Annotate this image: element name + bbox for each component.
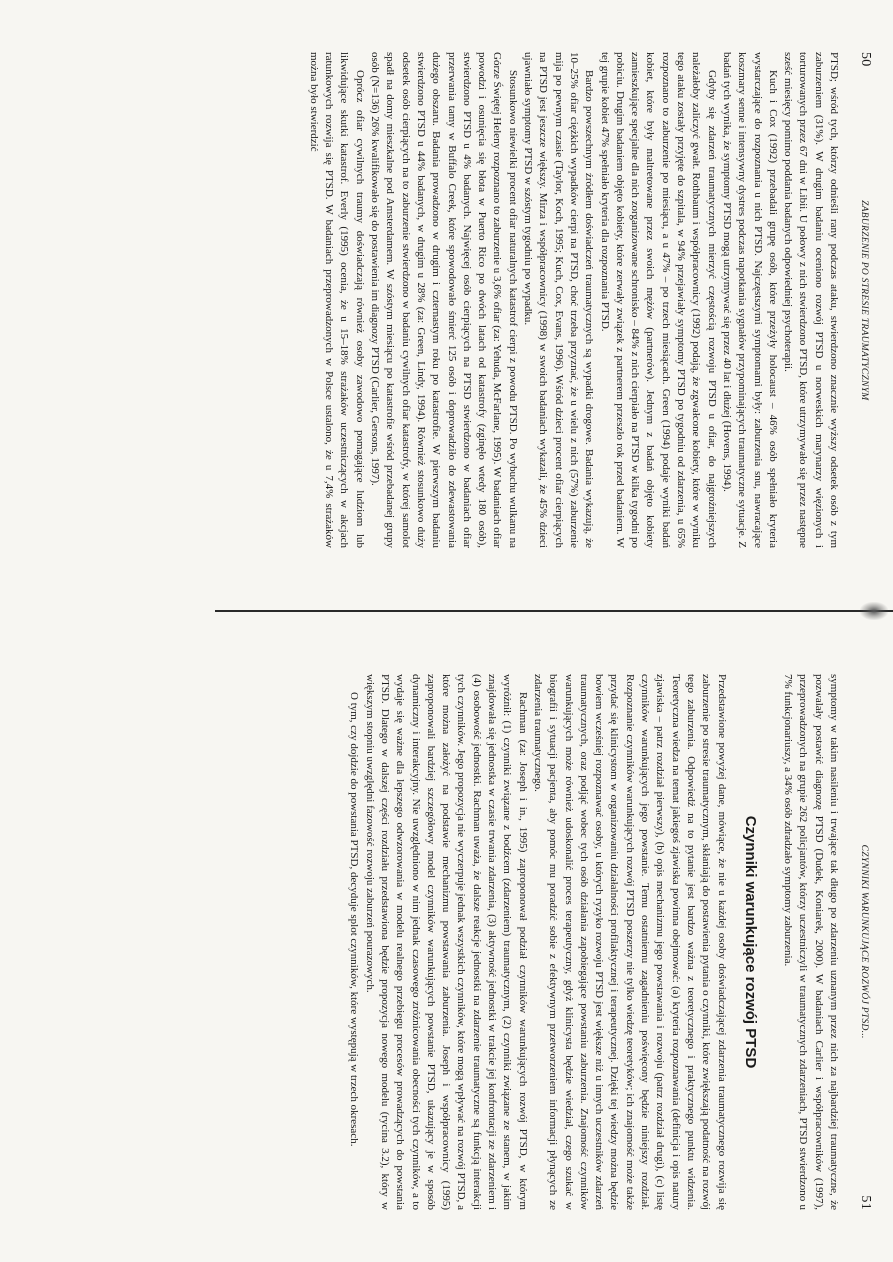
page-51 — [0, 622, 893, 1262]
paragraph: Bardzo powszechnym źródłem doświadczeń traumatycznych są wypadki drogowe. Badania wykazują, że 10–25% ofiar ciężkich wypadków cierpi na PTSD, choć trzeba przyznać, że u wielu z nich (57%) zaburzenie mija po pewnym czasie (Taylor, Koch, 1995; Kuch, Cox, Evans, 1996). Wśród dzieci procent ofiar cierpiących na PTSD jest jeszcze większy. Mirza i współpracownicy (1998) w swoich badaniach wykazali, że 45% dzieci ujawniało symptomy PTSD w szóstym tygodniu po wypadku. — [522, 52, 596, 548]
page-gutter — [0, 600, 893, 622]
paragraph: Stosunkowo niewielki procent ofiar naturalnych katastrof cierpi z powodu PTSD. Po wybuchu wulkanu na Górze Świętej Heleny rozpoznano to zaburzenie u 3,6% ofiar (za: Yehuda, McFarlane, 1995). W badaniach ofiar powodzi i osunięcia się błota w Puerto Rico po dwóch latach od katastrofy (zginęło wtedy 180 osób), stwierdzono PTSD u 4% badanych. Najwięcej osób cierpiących na PTSD stwierdzono w badaniach ofiar przerwania tamy w Buffalo Creek, które spowodowało śmierć 125 osób i doprowadziło do zdewastowania dużego obszaru. Badania prowadzono w drugim i czternastym roku po katastrofie. W pierwszym badaniu stwierdzono PTSD u 44% badanych, w drugim u 28% (za: Green, Lindy, 1994). Również stosunkowo duży odsetek osób cierpiących na to zaburzenie stwierdzono w badaniu cywilnych ofiar katastrofy, w której samolot spadł na domy mieszkalne pod Amsterdamem. W szóstym miesiącu po katastrofie wśród przebadanej grupy osób (N=136) 26% kwalifikowało się do postawienia im diagnozy PTSD (Carlier, Gersons, 1997). — [369, 52, 519, 548]
page-body — [306, 52, 841, 548]
paragraph: Przedstawione powyżej dane, mówiące, że nie u każdej osoby doświadczającej zdarzenia traumatycznego rozwija się zaburzenie po stresie traumatycznym, skłaniają do postawienia pytania o czynniki, które zwiększają podatność na rozwój tego zaburzenia. Odpowiedź na to pytanie jest bardzo ważna z teoretycznego i praktycznego punktu widzenia. Teoretyczna wiedza na temat jakiegoś zjawiska powinna obejmować: (a) kryteria rozpoznawania (definicja i opis natury zjawiska – patrz rozdział pierwszy), (b) opis mechanizmu jego powstawania i rozwoju (patrz rozdział drugi), (c) listę czynników warunkujących jego powstanie. Temu ostatniemu zagadnieniu poświęcony będzie niniejszy rozdział. Rozpoznanie czynników warunkujących rozwój PTSD poszerzy nie tylko wiedzę teoretyków; ich znajomość może także przydać się klinicystom w organizowaniu działalności profilaktycznej i terapeutycznej. Dzięki tej wiedzy można będzie bowiem wcześniej rozpoznawać osoby, u których ryzyko rozwoju PTSD jest większe niż u innych uczestników zdarzeń traumatycznych, oraz podjąć wobec tych osób działania zapobiegające powstaniu zaburzenia. Znajomość czynników warunkujących może również udoskonalić proces terapeutyczny, gdyż klinicysta będzie wiedział, czego szukać w biografii i sytuacji pacjenta, aby pomóc mu poradzić sobie z efektywnym przetworzeniem informacji płynących ze zdarzenia traumatycznego. — [531, 674, 728, 1210]
top-page-region — [0, 0, 893, 600]
bottom-page-region — [0, 622, 893, 1262]
page-header — [849, 52, 873, 548]
page-header — [849, 674, 873, 1210]
page-50 — [0, 0, 893, 600]
running-head: ZABURZENIE PO STRESIE TRAUMATYCZNYM — [859, 200, 869, 401]
gutter-divider — [215, 610, 893, 612]
paragraph: Gdyby się zdarzeń traumatycznych mierzyć częstością rozwoju PTSD u ofiar, do najgroźniejszych należałoby zaliczyć gwałt. Rothbaum i współpracownicy (1992) podają, że zgwałcone kobiety, które w wyniku tego ataku zostały przyjęte do szpitala, w 94% przejawiały symptomy PTSD po tygodniu od zdarzenia, u 65% rozpoznano to zaburzenie po miesiącu, a u 47% – po trzech miesiącach. Green (1994) podaje wyniki badań kobiet, które były maltretowane przez swoich mężów (partnerów). Jednym z badań objęto kobiety zamieszkujące specjalne dla nich zorganizowane schronisko – 84% z nich cierpiało na PTSD w kilka tygodni po pobiciu. Drugim badaniem objęto kobiety, które zerwały związek z partnerem przeszło rok przed badaniem. W tej grupie kobiet 47% spełniało kryteria dla rozpoznania PTSD. — [598, 52, 718, 548]
paragraph: symptomy w takim nasileniu i trwające tak długo po zdarzeniu uznanym przez nich za najbardziej traumatyczne, że pozwalały postawić diagnozę PTSD (Dudek, Koniarek, 2000). W badaniach Carlier i współpracowników (1997), przeprowadzonych na grupie 262 policjantów, którzy uczestniczyli w traumatycznych zdarzeniach, PTSD stwierdzono u 7% funkcjonariuszy, a 34% osób zdradzało symptomy zaburzenia. — [782, 674, 840, 1210]
paragraph: Kuch i Cox (1992) przebadali grupę osób, które przeżyły holocaust – 46% osób spełniało kryteria wystarczające do rozpoznania u nich PTSD. Najczęstszymi symptomami były: zaburzenia snu, nawracające koszmary senne i intensywny dystres podczas napotkania sygnałów przypominających traumatyczne sytuacje. Z badań tych wynika, że symptomy PTSD mogą utrzymywać się przez 40 lat i dłużej (Hovens, 1994). — [720, 52, 779, 548]
section-heading: Czynniki warunkujące rozwój PTSD — [741, 815, 759, 1069]
paragraph: Oprócz ofiar cywilnych traumy doświadczają również osoby zawodowo pomagające ludziom lub likwidujące skutki katastrof. Everly (1995) ocenia, że u 15–18% strażaków uczestniczących w akcjach ratunkowych rozwija się PTSD. W badaniach przeprowadzonych w Polsce ustalono, że u 7,4% strażaków można było stwierdzić — [307, 52, 366, 548]
page-body — [346, 674, 841, 1210]
paragraph: PTSD; wśród tych, którzy odnieśli rany podczas ataku, stwierdzono znacznie wyższy odsetek osób z tym zaburzeniem (31%). W drugim badaniu oceniono rozwój PTSD u norweskich marynarzy więzionych i torturowanych przez 67 dni w Libii. U połowy z nich stwierdzono PTSD, które utrzymywało się przez następne sześć miesięcy pomimo poddania badanych odpowiedniej psychoterapii. — [782, 52, 840, 548]
running-head: CZYNNIKI WARUNKUJĄCE ROZWÓJ PTSD... — [859, 844, 869, 1039]
scan-smudge — [860, 602, 888, 620]
paragraph: O tym, czy dojdzie do powstania PTSD, decyduje splot czynników, które występują w trzech okresach. — [348, 692, 361, 1147]
paragraph: Rachman (za: Joseph i in., 1995) zaproponował podział czynników warunkujących rozwój PTSD, w którym wyróżnił: (1) czynniki związane z bodźcem (zdarzeniem) traumatycznym, (2) czynniki związane ze stanem, w jakim znajdowała się jednostka w czasie trwania zdarzenia, (3) aktywność jednostki w trakcie jej konfrontacji ze zdarzeniem i (4) osobowość jednostki. Rachman uważa, że dalsze reakcje jednostki na zdarzenie traumatyczne są funkcją interakcji tych czynników. Jego propozycja nie wyczerpuje jednak wszystkich czynników, które mogą wpływać na rozwój PTSD, a które można założyć na podstawie mechanizmu powstawania zaburzenia. Joseph i współpracownicy (1995) zaproponowali bardziej szczegółowy model czynników warunkujących powstanie PTSD, ukazujący je w sposób dynamiczny i interakcyjny. Nie uwzględniono w nim jednak czasowego zróżnicowania obecności tych czynników, a to wydaje się ważne dla lepszego odwzorowania w modelu realnego przebiegu procesów prowadzących do powstania PTSD. Dlatego w dalszej części rozdziału przedstawiona będzie propozycja nowego modelu (rycina 3.2), który w większym stopniu uwzględni fazowość rozwoju zaburzeń pourazowych. — [363, 674, 529, 1210]
page-number: 50 — [858, 52, 873, 67]
page-number: 51 — [858, 1195, 873, 1210]
